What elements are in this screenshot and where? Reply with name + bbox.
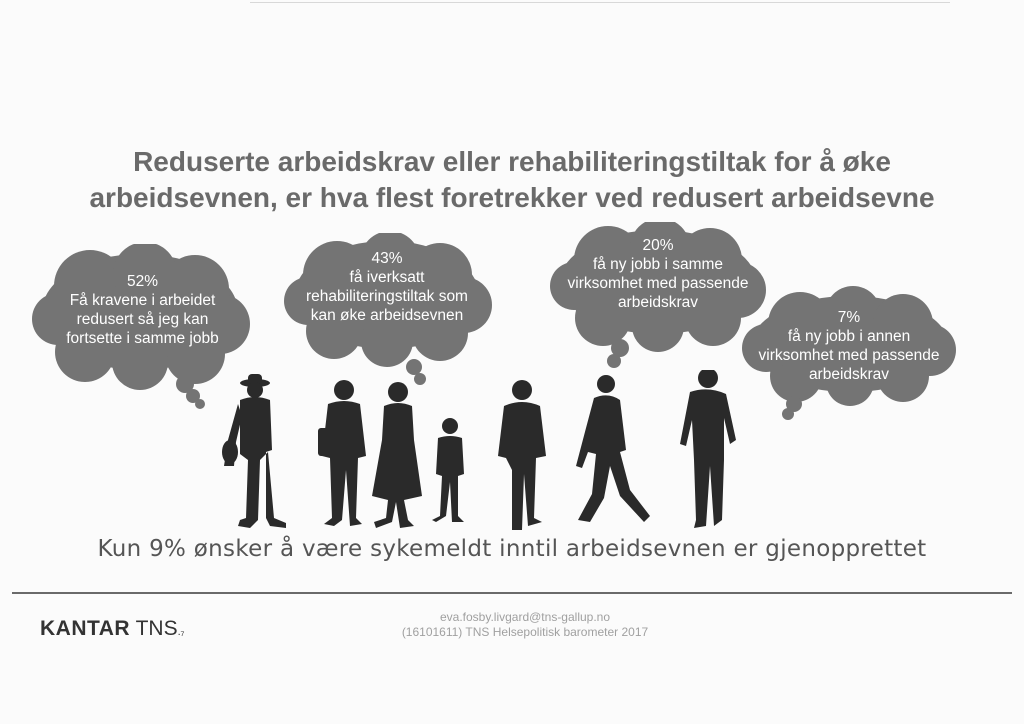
- cloud-percent: 52%: [126, 273, 159, 290]
- cloud-line: redusert så jeg kan: [76, 311, 209, 328]
- thought-cloud-20: [548, 222, 768, 372]
- cloud-text: [282, 249, 492, 325]
- cloud-line: virksomhet med passende: [567, 275, 749, 292]
- person-with-hat-icon: [222, 374, 286, 528]
- thought-cloud-43: [282, 233, 492, 393]
- page-title: [40, 144, 984, 216]
- kantar-tns-logo: [40, 617, 184, 641]
- person-woman-icon: [318, 380, 366, 526]
- cloud-percent: 7%: [837, 309, 861, 326]
- cloud-line: fortsette i samme jobb: [66, 330, 219, 347]
- cloud-line: få ny jobb i samme: [592, 256, 724, 273]
- footer-source-text: (16101611) TNS Helsepolitisk barometer 2017: [401, 625, 649, 639]
- cloud-line: få iverksatt: [349, 269, 425, 286]
- cloud-line: Få kravene i arbeidet: [69, 292, 216, 309]
- person-woman-dress-icon: [372, 382, 422, 528]
- logo-mark: .₇: [177, 626, 185, 638]
- footer-divider: [12, 592, 1012, 594]
- top-rule: [250, 2, 950, 3]
- subtitle: Kun 9% ønsker å være sykemeldt inntil arbeidsevnen er gjenopprettet: [97, 536, 927, 562]
- cloud-line: virksomhet med passende: [758, 347, 940, 364]
- cloud-text: [738, 308, 960, 384]
- people-silhouettes: [210, 370, 750, 535]
- logo-brand: KANTAR: [40, 617, 131, 640]
- cloud-line: få ny jobb i annen: [787, 328, 911, 345]
- footer-source: [340, 610, 710, 640]
- person-walking-icon: [576, 375, 650, 522]
- person-man-icon: [498, 380, 546, 530]
- title-line-1: Reduserte arbeidskrav eller rehabiliteringstiltak for å øke: [133, 146, 891, 177]
- logo-sub: TNS: [135, 617, 178, 640]
- footer-email: eva.fosby.livgard@tns-gallup.no: [439, 610, 611, 624]
- cloud-line: arbeidskrav: [808, 366, 890, 383]
- title-line-2: arbeidsevnen, er hva flest foretrekker ved redusert arbeidsevne: [89, 182, 935, 213]
- cloud-text: [548, 236, 768, 312]
- person-child-icon: [432, 418, 464, 522]
- cloud-line: kan øke arbeidsevnen: [310, 307, 464, 324]
- cloud-text: [30, 272, 255, 348]
- thought-cloud-7: [738, 286, 960, 421]
- cloud-percent: 20%: [642, 237, 674, 254]
- person-standing-icon: [680, 370, 736, 528]
- cloud-percent: 43%: [371, 250, 403, 267]
- cloud-line: arbeidskrav: [617, 294, 699, 311]
- cloud-line: rehabiliteringstiltak som: [306, 288, 468, 305]
